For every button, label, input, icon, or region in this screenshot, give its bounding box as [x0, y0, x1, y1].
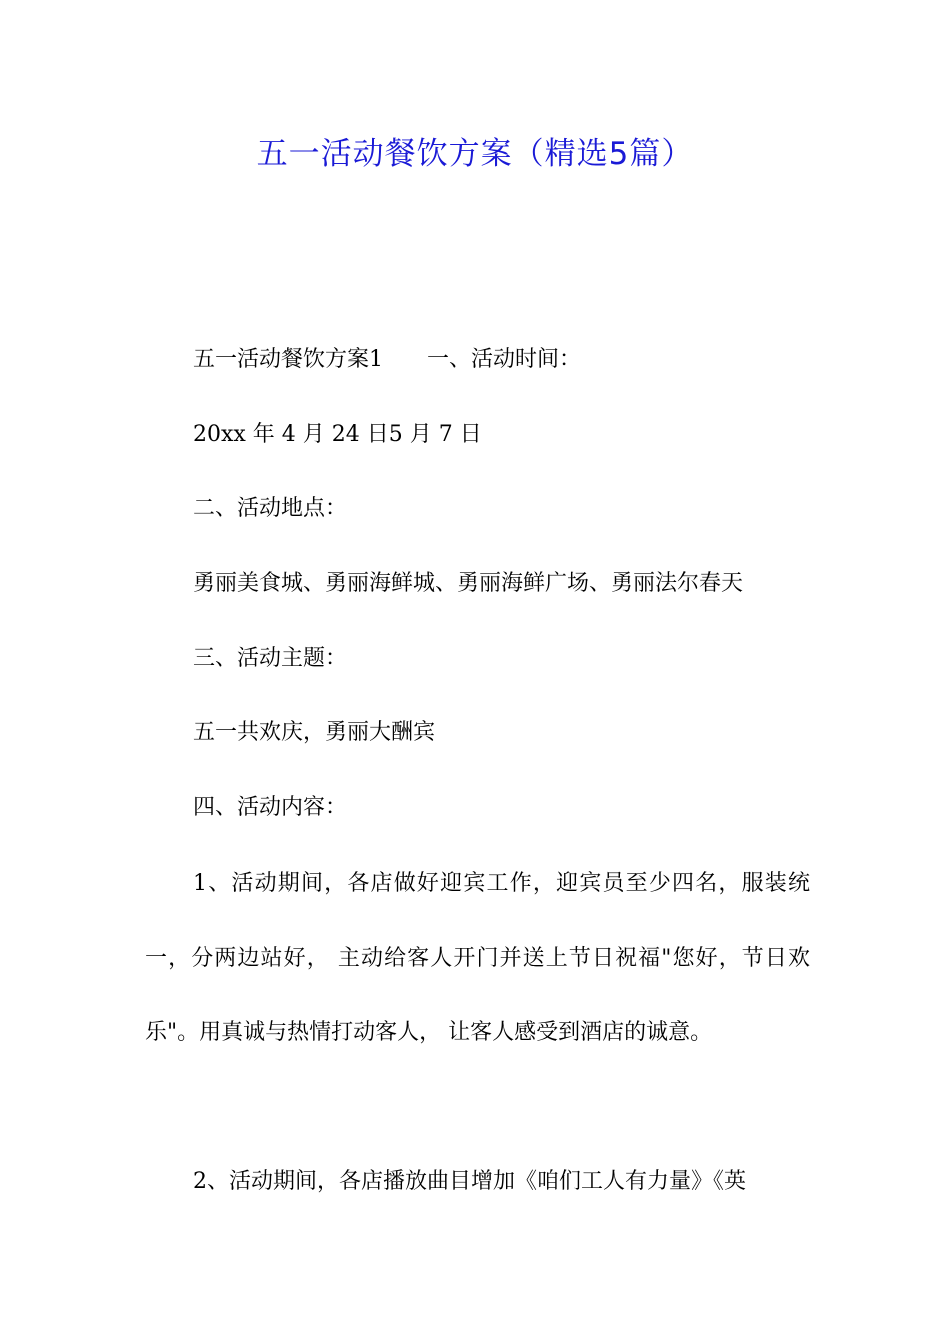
- activity-theme-line: 五一共欢庆，勇丽大酬宾: [193, 720, 436, 745]
- section-heading-plan-1: [193, 345, 581, 375]
- document-title: 五一活动餐饮方案（精选5篇）: [256, 136, 694, 172]
- heading-activity-content: 四、活动内容：: [193, 795, 348, 820]
- heading-activity-location: 二、活动地点：: [193, 496, 348, 521]
- plan-label: 五一活动餐饮方案1: [193, 347, 383, 372]
- heading-activity-time: 一、活动时间：: [427, 347, 582, 372]
- activity-location-line: 勇丽美食城、勇丽海鲜城、勇丽海鲜广场、勇丽法尔春天: [193, 571, 744, 596]
- paragraph-item-2: 2、活动期间，各店播放曲目增加《咱们工人有力量》《英: [193, 1169, 746, 1194]
- paragraph-item-1: 1、活动期间，各店做好迎宾工作，迎宾员至少四名，服装统一，分两边站好， 主动给客人开门并送上节日祝福"您好，节日欢乐"。用真诚与热情打动客人， 让客人感受到酒店的诚意。: [145, 871, 810, 1045]
- activity-date-line: 20xx 年 4 月 24 日5 月 7 日: [193, 422, 482, 447]
- heading-activity-theme: 三、活动主题：: [193, 646, 348, 671]
